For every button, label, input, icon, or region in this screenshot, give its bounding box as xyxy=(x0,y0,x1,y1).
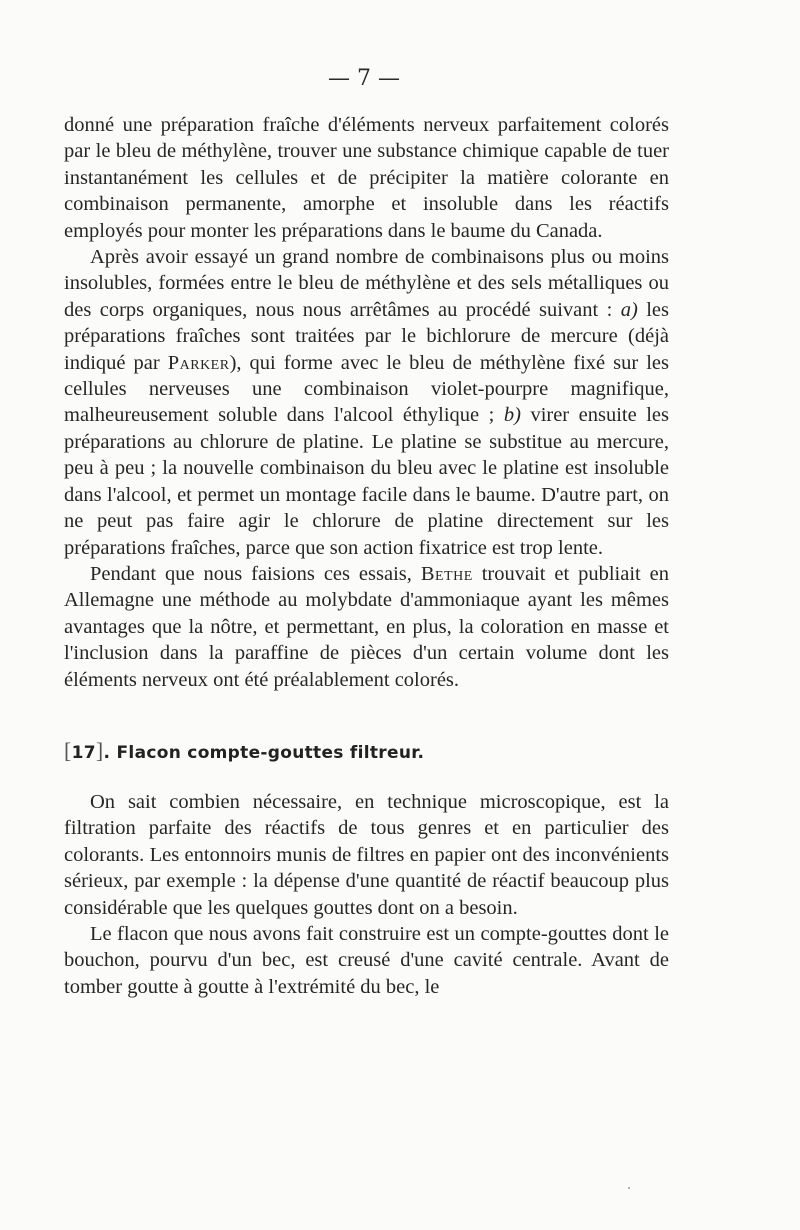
section-title: . Flacon compte-gouttes filtreur. xyxy=(103,742,425,763)
paragraph-2-text-c: ), qui forme avec le bleu de méthylène fixé sur les cellules nerveuses une combinaison violet-pourpre magnifique, malheureusement soluble dans l'alcool éthylique ; xyxy=(64,351,669,427)
paragraph-3-text-b: trouvait et publiait en Allemagne une méthode au molybdate d'ammoniaque ayant les mêmes avantages que la nôtre, et permettant, en plus, la coloration en masse et l'inclusion dans la paraffine de pièces d'un certain volume dont les éléments nerveux ont été préalablement colorés. xyxy=(64,562,669,691)
section-bracket-close: ] xyxy=(95,737,104,763)
paper-speck xyxy=(628,1187,630,1189)
paragraph-2-text-b: les préparations fraîches sont traitées par le bichlorure de mercure (déjà indiqué par xyxy=(64,298,669,374)
paragraph-1: donné une préparation fraîche d'éléments nerveux parfaitement colorés par le bleu de méthylène, trouver une substance chimique capable de tuer instantanément les cellules et de précipiter la matière colorante en combinaison permanente, amorphe et insoluble dans les réactifs employés pour monter les préparations dans le baume du Canada. xyxy=(64,114,669,242)
paragraph-5: Le flacon que nous avons fait construire est un compte-gouttes dont le bouchon, pourvu d'un bec, est creusé d'une cavité centrale. Avant de tomber goutte à goutte à l'extrémité du bec, le xyxy=(64,922,669,998)
paragraph-2 xyxy=(64,244,669,561)
author-name-parker: Parker xyxy=(167,351,230,374)
list-marker-b: b) xyxy=(503,404,521,427)
page-number: — 7 — xyxy=(328,66,400,91)
author-name-bethe: Bethe xyxy=(420,562,473,585)
paragraph-3 xyxy=(64,561,669,693)
paragraph-2-text-a: Après avoir essayé un grand nombre de combinaisons plus ou moins insolubles, formées entre le bleu de méthylène et des sels métalliques ou des corps organiques, nous nous arrêtâmes au procédé suivant : xyxy=(64,246,669,321)
body-text xyxy=(64,112,669,1000)
section-number: 17 xyxy=(71,742,96,763)
list-marker-a: a) xyxy=(620,298,638,321)
section-heading xyxy=(64,737,669,764)
paragraph-3-text-a: Pendant que nous faisions ces essais, xyxy=(90,562,421,585)
paragraph-2-text-d: virer ensuite les préparations au chlorure de platine. Le platine se substitue au mercure, peu à peu ; la nouvelle combinaison du bleu avec le platine est insoluble dans l'alcool, et permet un montage facile dans le baume. D'autre part, on ne peut pas faire agir le chlorure de platine directement sur les préparations fraîches, parce que son action fixatrice est trop lente. xyxy=(64,404,669,559)
section-bracket-open: [ xyxy=(64,737,72,763)
paragraph-4: On sait combien nécessaire, en technique microscopique, est la filtration parfaite des réactifs de tous genres et en particulier des colorants. Les entonnoirs munis de filtres en papier ont des inconvénients sérieux, par exemple : la dépense d'une quantité de réactif beaucoup plus considérable que les quelques gouttes dont on a besoin. xyxy=(64,790,669,919)
